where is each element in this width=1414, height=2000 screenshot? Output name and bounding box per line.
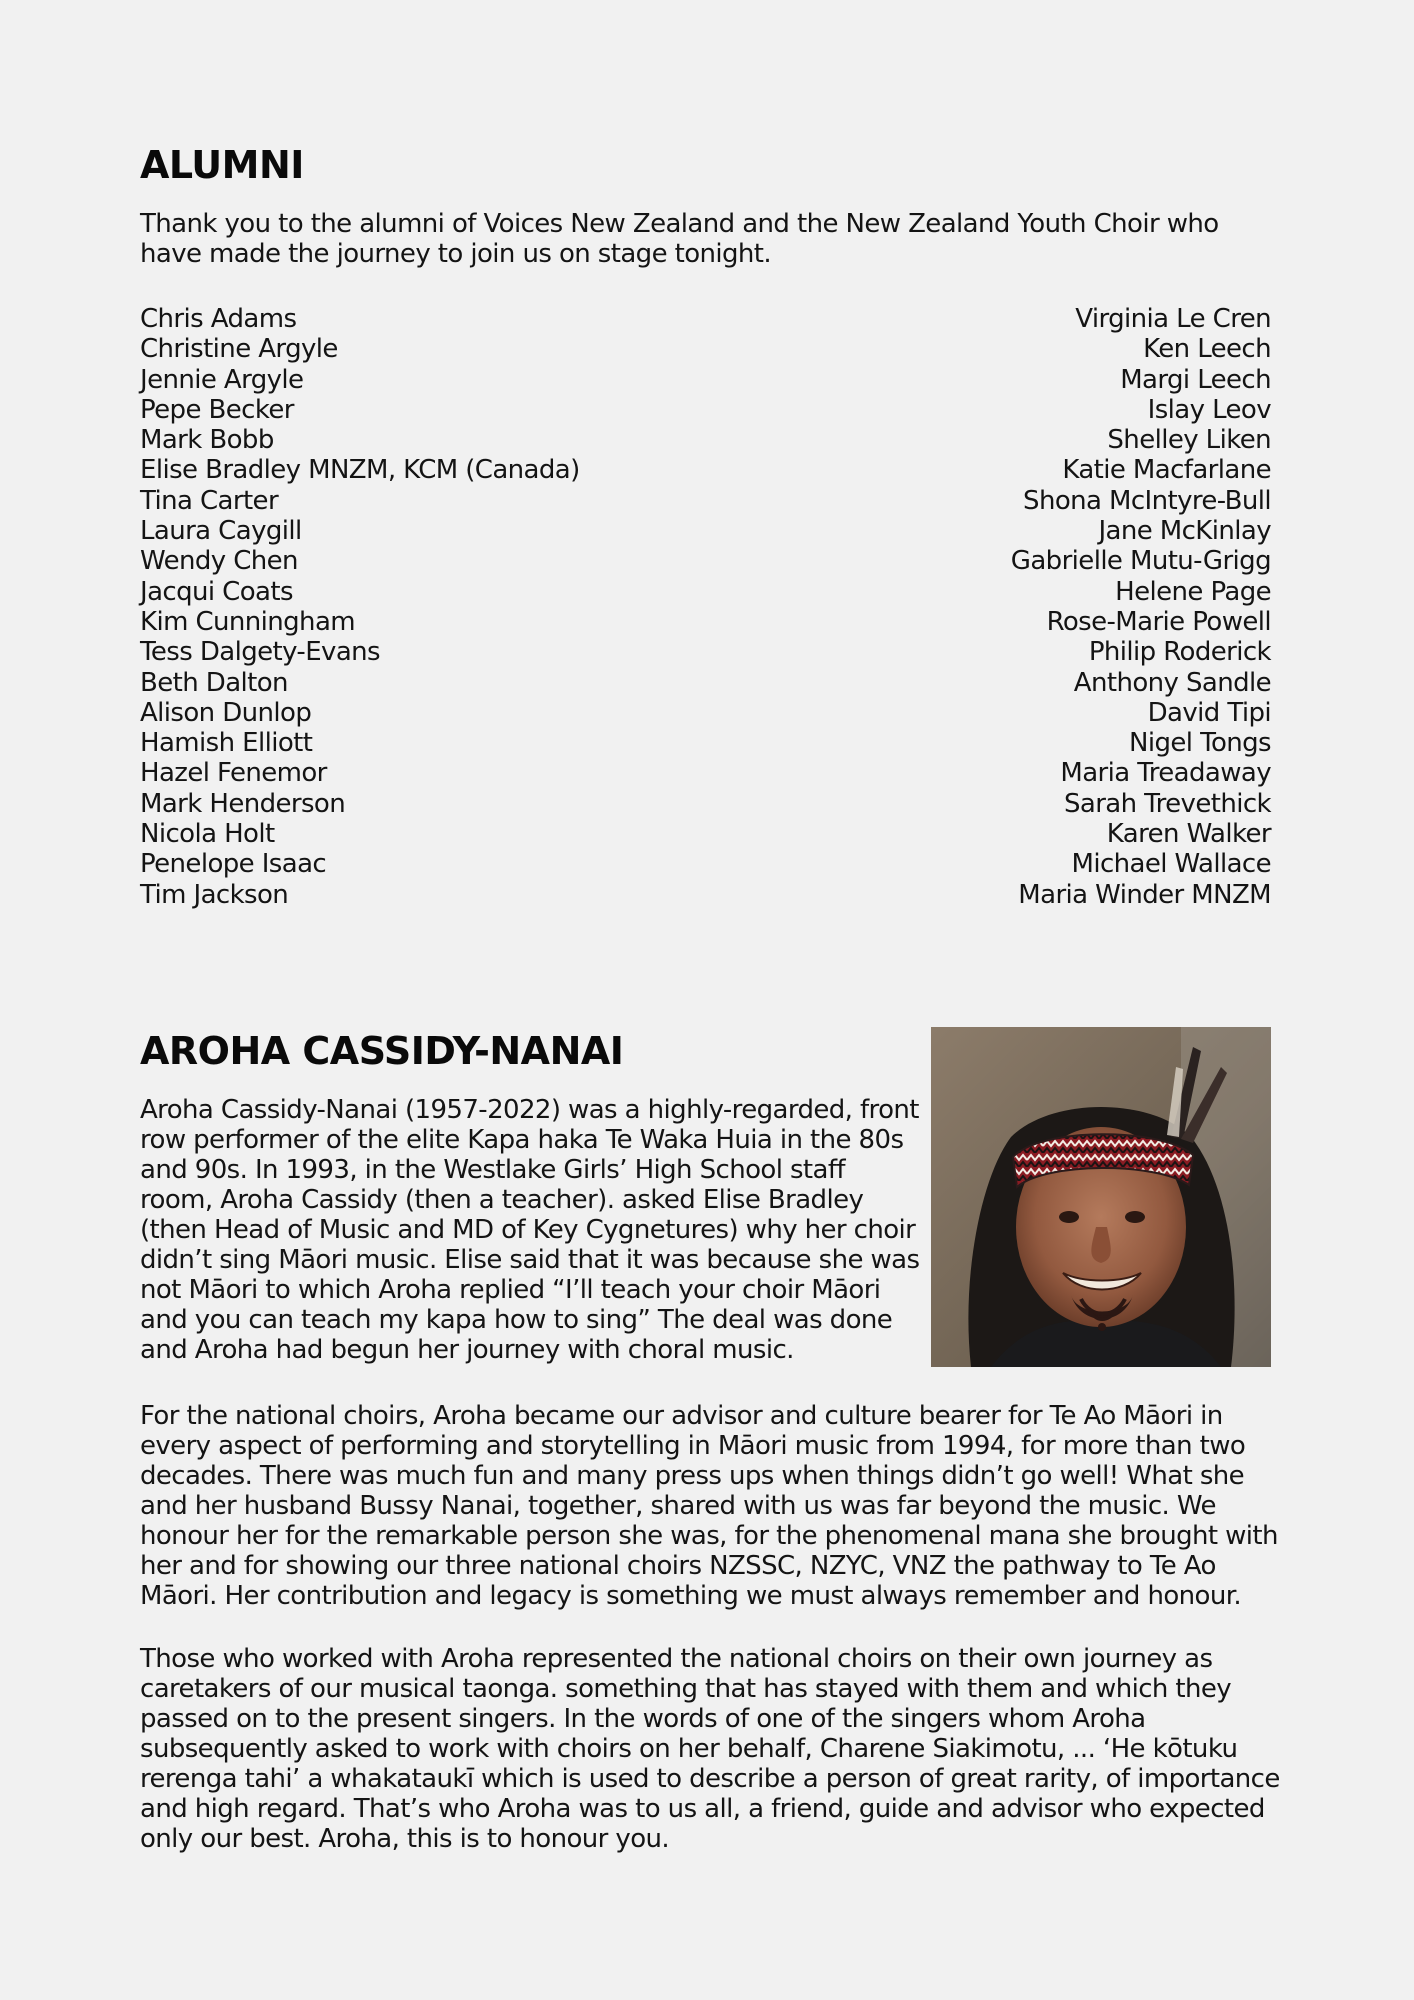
alumni-name: Jennie Argyle [140, 364, 304, 395]
alumni-name: Alison Dunlop [140, 697, 312, 728]
alumni-name: Gabrielle Mutu-Grigg [1010, 546, 1271, 577]
alumni-name: Helene Page [1115, 576, 1271, 607]
alumni-name: Christine Argyle [140, 334, 338, 365]
alumni-name: Anthony Sandle [1073, 667, 1271, 698]
alumni-name: Pepe Becker [140, 394, 294, 425]
alumni-name: Ken Leech [1143, 334, 1271, 365]
alumni-names-right [1011, 304, 1271, 910]
alumni-name: Hamish Elliott [140, 728, 313, 759]
aroha-bio-paragraph-2: For the national choirs, Aroha became our advisor and culture bearer for Te Ao Māori in every aspect of performing and storytelling in Māori music from 1994, for more than two decades. There was much fun and many press ups when things didn’t go well! What she and her husband Bussy Nanai, together, shared with us was far beyond the music. We honour her for the remarkable person she was, for the phenomenal mana she brought with her and for showing our three national choirs NZSSC, NZYC, VNZ the pathway to Te Ao Māori. Her contribution and legacy is something we must always remember and honour. [140, 1401, 1278, 1611]
alumni-name: Philip Roderick [1088, 637, 1271, 668]
alumni-name: Tina Carter [140, 485, 279, 516]
alumni-name: Jacqui Coats [140, 576, 293, 607]
alumni-name: Chris Adams [140, 304, 297, 334]
alumni-names-left [140, 304, 580, 910]
aroha-heading: AROHA CASSIDY-NANAI [140, 1029, 624, 1073]
alumni-name: Mark Henderson [140, 788, 346, 819]
alumni-name: Beth Dalton [140, 667, 288, 698]
aroha-bio-paragraph-1: Aroha Cassidy-Nanai (1957-2022) was a highly-regarded, front row performer of the elite Kapa haka Te Waka Huia in the 80s and 90s. In 1993, in the Westlake Girls’ High School staff room, Aroha Cassidy (then a teacher). asked Elise Bradley (then Head of Music and MD of Key Cygnetures) why her choir didn’t sing Māori music. Elise said that it was because she was not Māori to which Aroha replied “I’ll teach your choir Māori and you can teach my kapa how to sing” The deal was done and Aroha had begun her journey with choral music. [140, 1095, 920, 1365]
alumni-name: Shelley Liken [1107, 425, 1271, 456]
alumni-name: Wendy Chen [140, 546, 298, 577]
aroha-bio-paragraph-3: Those who worked with Aroha represented the national choirs on their own journey as caretakers of our musical taonga. something that has stayed with them and which they passed on to the present singers. In the words of one of the singers whom Aroha subsequently asked to work with choirs on her behalf, Charene Siakimotu, ... ‘He kōtuku rerenga tahi’ a whakataukī which is used to describe a person of great rarity, of importance and high regard. That’s who Aroha was to us all, a friend, guide and advisor who expected only our best. Aroha, this is to honour you. [140, 1644, 1280, 1854]
alumni-name: Sarah Trevethick [1063, 788, 1271, 819]
alumni-name: Hazel Fenemor [140, 758, 327, 789]
alumni-name: Elise Bradley MNZM, KCM (Canada) [140, 455, 580, 486]
alumni-name: Mark Bobb [140, 425, 274, 456]
alumni-intro: Thank you to the alumni of Voices New Zealand and the New Zealand Youth Choir who have made the journey to join us on stage tonight. [140, 209, 1219, 269]
alumni-name: Rose-Marie Powell [1046, 606, 1271, 637]
alumni-name: Tess Dalgety-Evans [140, 637, 380, 668]
alumni-name: Laura Caygill [140, 516, 302, 547]
alumni-heading: ALUMNI [140, 143, 304, 187]
alumni-name: Jane McKinlay [1098, 516, 1271, 547]
alumni-name: David Tipi [1147, 697, 1271, 728]
alumni-name: Virginia Le Cren [1075, 304, 1271, 334]
alumni-name: Shona McIntyre-Bull [1023, 485, 1271, 516]
alumni-name: Tim Jackson [140, 879, 289, 910]
alumni-name: Kim Cunningham [140, 606, 355, 637]
alumni-name: Katie Macfarlane [1062, 455, 1271, 486]
alumni-name: Maria Winder MNZM [1018, 879, 1271, 910]
alumni-name: Penelope Isaac [140, 849, 327, 880]
alumni-name: Maria Treadaway [1060, 758, 1271, 789]
alumni-name: Nicola Holt [140, 819, 275, 850]
alumni-name: Margi Leech [1120, 364, 1271, 395]
alumni-name: Islay Leov [1147, 394, 1271, 425]
aroha-portrait-photo [931, 1027, 1271, 1367]
alumni-name: Michael Wallace [1071, 849, 1271, 880]
alumni-name: Karen Walker [1106, 819, 1271, 850]
alumni-name: Nigel Tongs [1129, 728, 1271, 759]
